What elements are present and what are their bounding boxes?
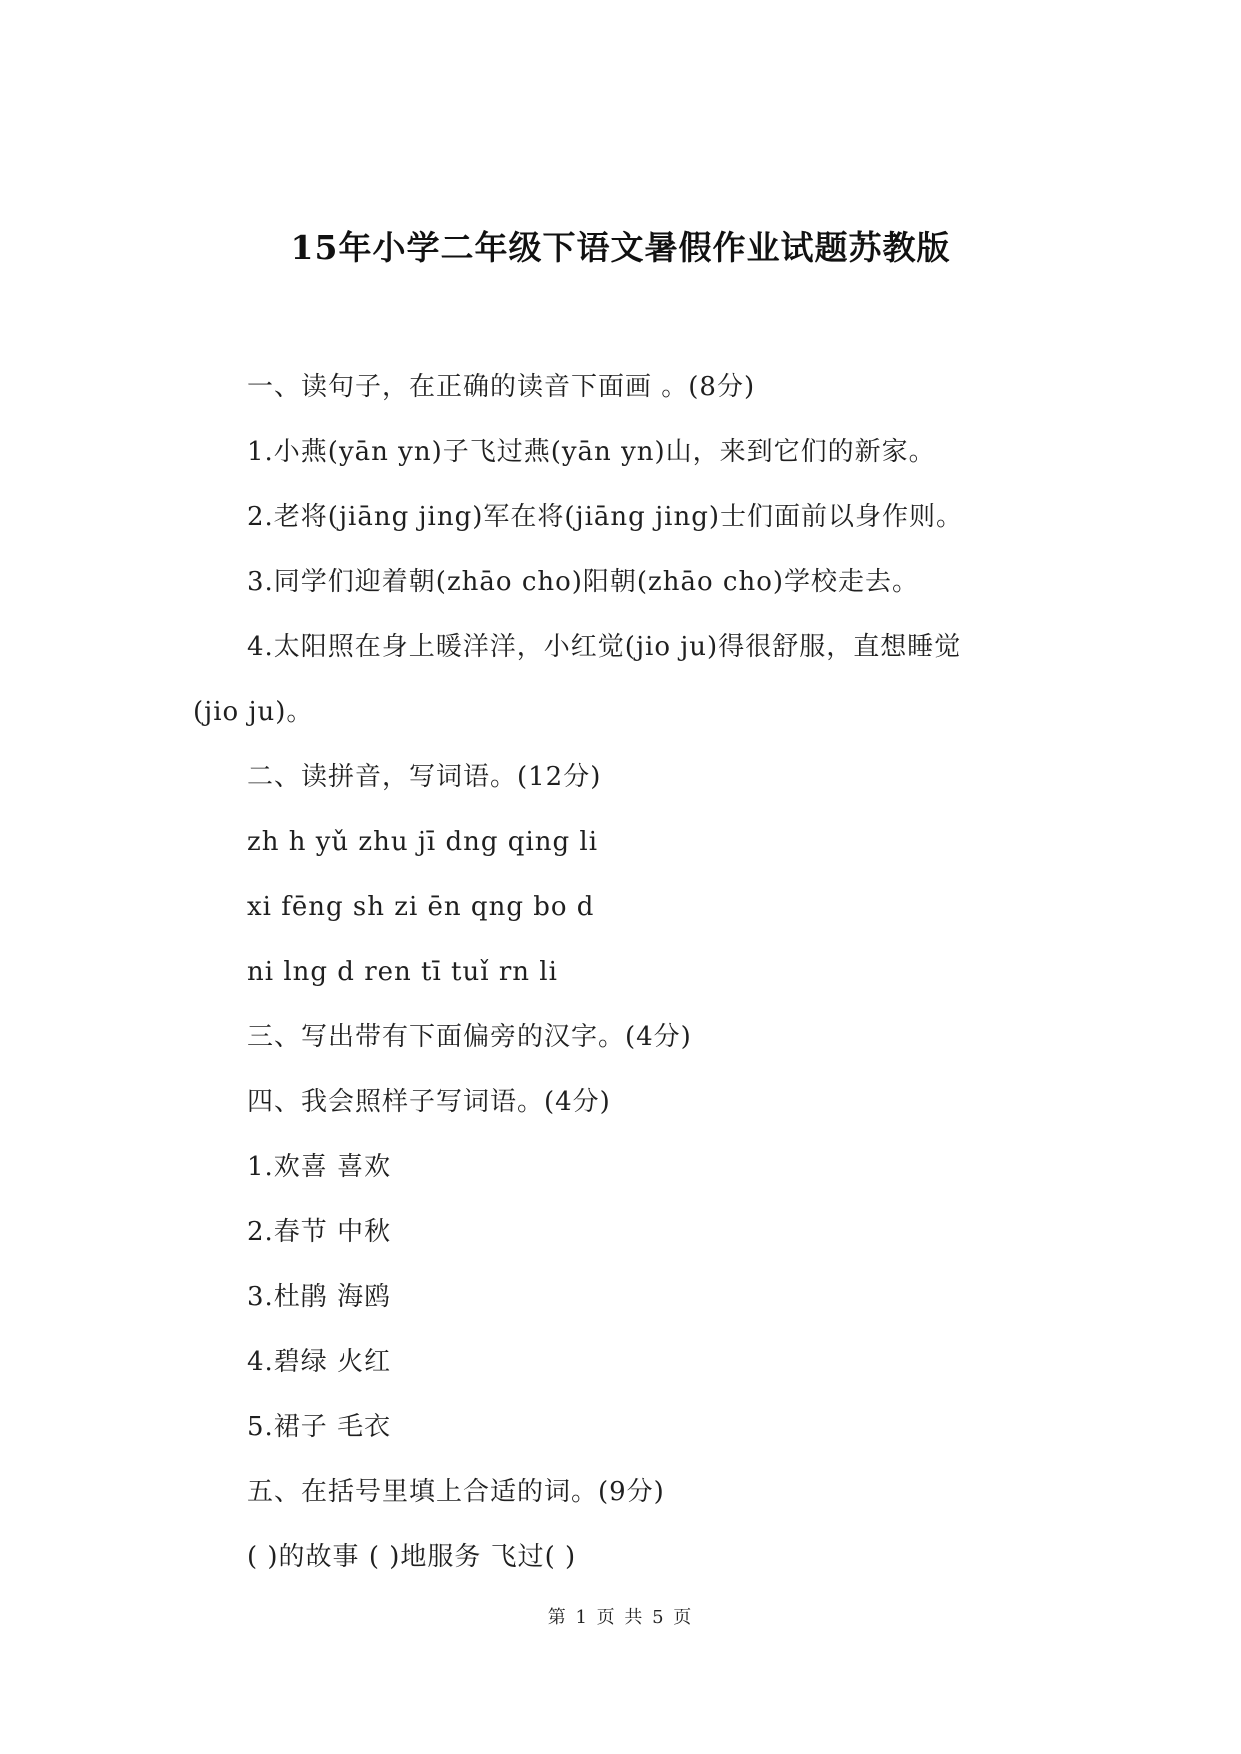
section-5-heading: 五、在括号里填上合适的词。(9分) bbox=[247, 1477, 665, 1507]
example-4: 4.碧绿 火红 bbox=[247, 1347, 392, 1377]
question-1-1: 1.小燕(yān yn)子飞过燕(yān yn)山，来到它们的新家。 bbox=[247, 437, 936, 467]
question-1-4: 4.太阳照在身上暖洋洋，小红觉(jio ju)得很舒服，直想睡觉 bbox=[247, 632, 962, 662]
example-5: 5.裙子 毛衣 bbox=[247, 1412, 392, 1442]
question-1-2: 2.老将(jiāng jing)军在将(jiāng jing)士们面前以身作则。 bbox=[247, 502, 963, 532]
section-1-heading: 一、读句子，在正确的读音下面画 。(8分) bbox=[247, 372, 756, 402]
section-3-heading: 三、写出带有下面偏旁的汉字。(4分) bbox=[247, 1022, 692, 1052]
question-1-3: 3.同学们迎着朝(zhāo cho)阳朝(zhāo cho)学校走去。 bbox=[247, 567, 920, 597]
example-1: 1.欢喜 喜欢 bbox=[247, 1152, 392, 1182]
page-footer: 第 1 页 共 5 页 bbox=[547, 1607, 694, 1628]
pinyin-row-1: zh h yǔ zhu jī dng qing li bbox=[247, 827, 599, 857]
example-3: 3.杜鹃 海鸥 bbox=[247, 1282, 392, 1312]
pinyin-row-2: xi fēng sh zi ēn qng bo d bbox=[247, 892, 595, 922]
question-1-4-continued: (jio ju)。 bbox=[193, 697, 314, 727]
example-2: 2.春节 中秋 bbox=[247, 1217, 392, 1247]
document-body bbox=[193, 355, 1053, 1590]
pinyin-row-3: ni lng d ren tī tuǐ rn li bbox=[247, 957, 558, 987]
document-title: 15年小学二年级下语文暑假作业试题苏教版 bbox=[290, 228, 951, 267]
fill-in-row-1: ( )的故事 ( )地服务 飞过( ) bbox=[247, 1542, 577, 1572]
section-2-heading: 二、读拼音，写词语。(12分) bbox=[247, 762, 602, 792]
section-4-heading: 四、我会照样子写词语。(4分) bbox=[247, 1087, 611, 1117]
